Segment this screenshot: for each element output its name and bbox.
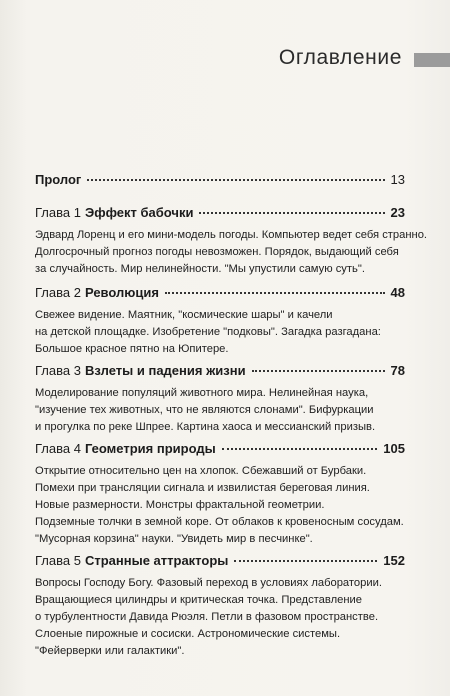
description-line: Помехи при трансляции сигнала и извилистая береговая линия.	[35, 482, 370, 494]
chapter-number: Глава 5	[35, 553, 81, 568]
toc-entry-heading	[35, 205, 405, 221]
toc-entry-heading	[35, 285, 405, 301]
chapter-number: Глава 3	[35, 363, 81, 378]
description-line: Эдвард Лоренц и его мини-модель погоды. Компьютер ведет себя странно.	[35, 229, 428, 241]
description-line: на детской площадке. Изобретение "подковы". Загадка разгадана:	[35, 326, 381, 338]
description-line: Новые размерности. Монстры фрактальной геометрии.	[35, 499, 325, 511]
entry-description	[35, 227, 428, 278]
toc-entry-chapter-4	[35, 441, 405, 548]
toc-entry-heading	[35, 363, 405, 379]
description-line: и прогулка по реке Шпрее. Картина хаоса и мессианский призыв.	[35, 421, 376, 433]
toc-entry-heading	[35, 441, 405, 457]
chapter-number: Глава 1	[35, 205, 81, 220]
page-title: Оглавление	[278, 46, 402, 69]
toc-entry-chapter-2	[35, 285, 405, 358]
dot-leader	[234, 560, 377, 562]
entry-name: Революция	[84, 285, 159, 300]
description-line: о турбулентности Давида Рюэля. Петли в фазовом пространстве.	[35, 611, 379, 623]
toc-entry-prologue	[35, 172, 405, 188]
entry-name: Геометрия природы	[84, 441, 216, 456]
entry-page: 152	[383, 553, 405, 568]
dot-leader	[87, 179, 384, 181]
description-line: за случайность. Мир нелинейности. "Мы упустили самую суть".	[35, 263, 365, 275]
entry-page: 48	[390, 285, 405, 300]
entry-page: 13	[390, 172, 405, 187]
entry-page: 105	[383, 441, 405, 456]
toc-entry-heading	[35, 553, 405, 569]
entry-description	[35, 307, 405, 358]
chapter-number: Глава 2	[35, 285, 81, 300]
description-line: Открытие относительно цен на хлопок. Сбежавший от Бурбаки.	[35, 465, 367, 477]
description-line: Подземные толчки в земной коре. От облаков к кровеносным сосудам.	[35, 516, 404, 528]
entry-name: Пролог	[35, 172, 82, 187]
toc-entry-chapter-5	[35, 553, 405, 660]
description-line: Моделирование популяций животного мира. Нелинейная наука,	[35, 387, 369, 399]
entry-page: 23	[390, 205, 405, 220]
entry-description	[35, 385, 405, 436]
entry-description	[35, 463, 405, 548]
description-line: "Мусорная корзина" науки. "Увидеть мир в песчинке".	[35, 533, 313, 545]
toc-entry-chapter-3	[35, 363, 405, 436]
dot-leader	[222, 448, 378, 450]
entry-name: Эффект бабочки	[84, 205, 194, 220]
entry-page: 78	[390, 363, 405, 378]
entry-name: Странные аттракторы	[84, 553, 229, 568]
description-line: Слоеные пирожные и сосиски. Астрономические системы.	[35, 628, 341, 640]
description-line: Вопросы Господу Богу. Фазовый переход в условиях лаборатории.	[35, 577, 382, 589]
entry-description	[35, 575, 405, 660]
description-line: "изучение тех животных, что не являются слонами". Бифуркации	[35, 404, 374, 416]
toc-entry-chapter-1	[35, 205, 428, 278]
description-line: Долгосрочный прогноз погоды невозможен. Порядок, выдающий себя	[35, 246, 399, 258]
title-accent-bar	[414, 53, 450, 67]
description-line: Вращающиеся цилиндры и критическая точка. Представление	[35, 594, 362, 606]
toc-entry-heading	[35, 172, 405, 188]
dot-leader	[165, 292, 385, 294]
description-line: "Фейерверки или галактики".	[35, 645, 185, 657]
dot-leader	[199, 212, 384, 214]
description-line: Свежее видение. Маятник, "космические шары" и качели	[35, 309, 333, 321]
entry-name: Взлеты и падения жизни	[84, 363, 246, 378]
description-line: Большое красное пятно на Юпитере.	[35, 343, 229, 355]
chapter-number: Глава 4	[35, 441, 81, 456]
dot-leader	[252, 370, 385, 372]
